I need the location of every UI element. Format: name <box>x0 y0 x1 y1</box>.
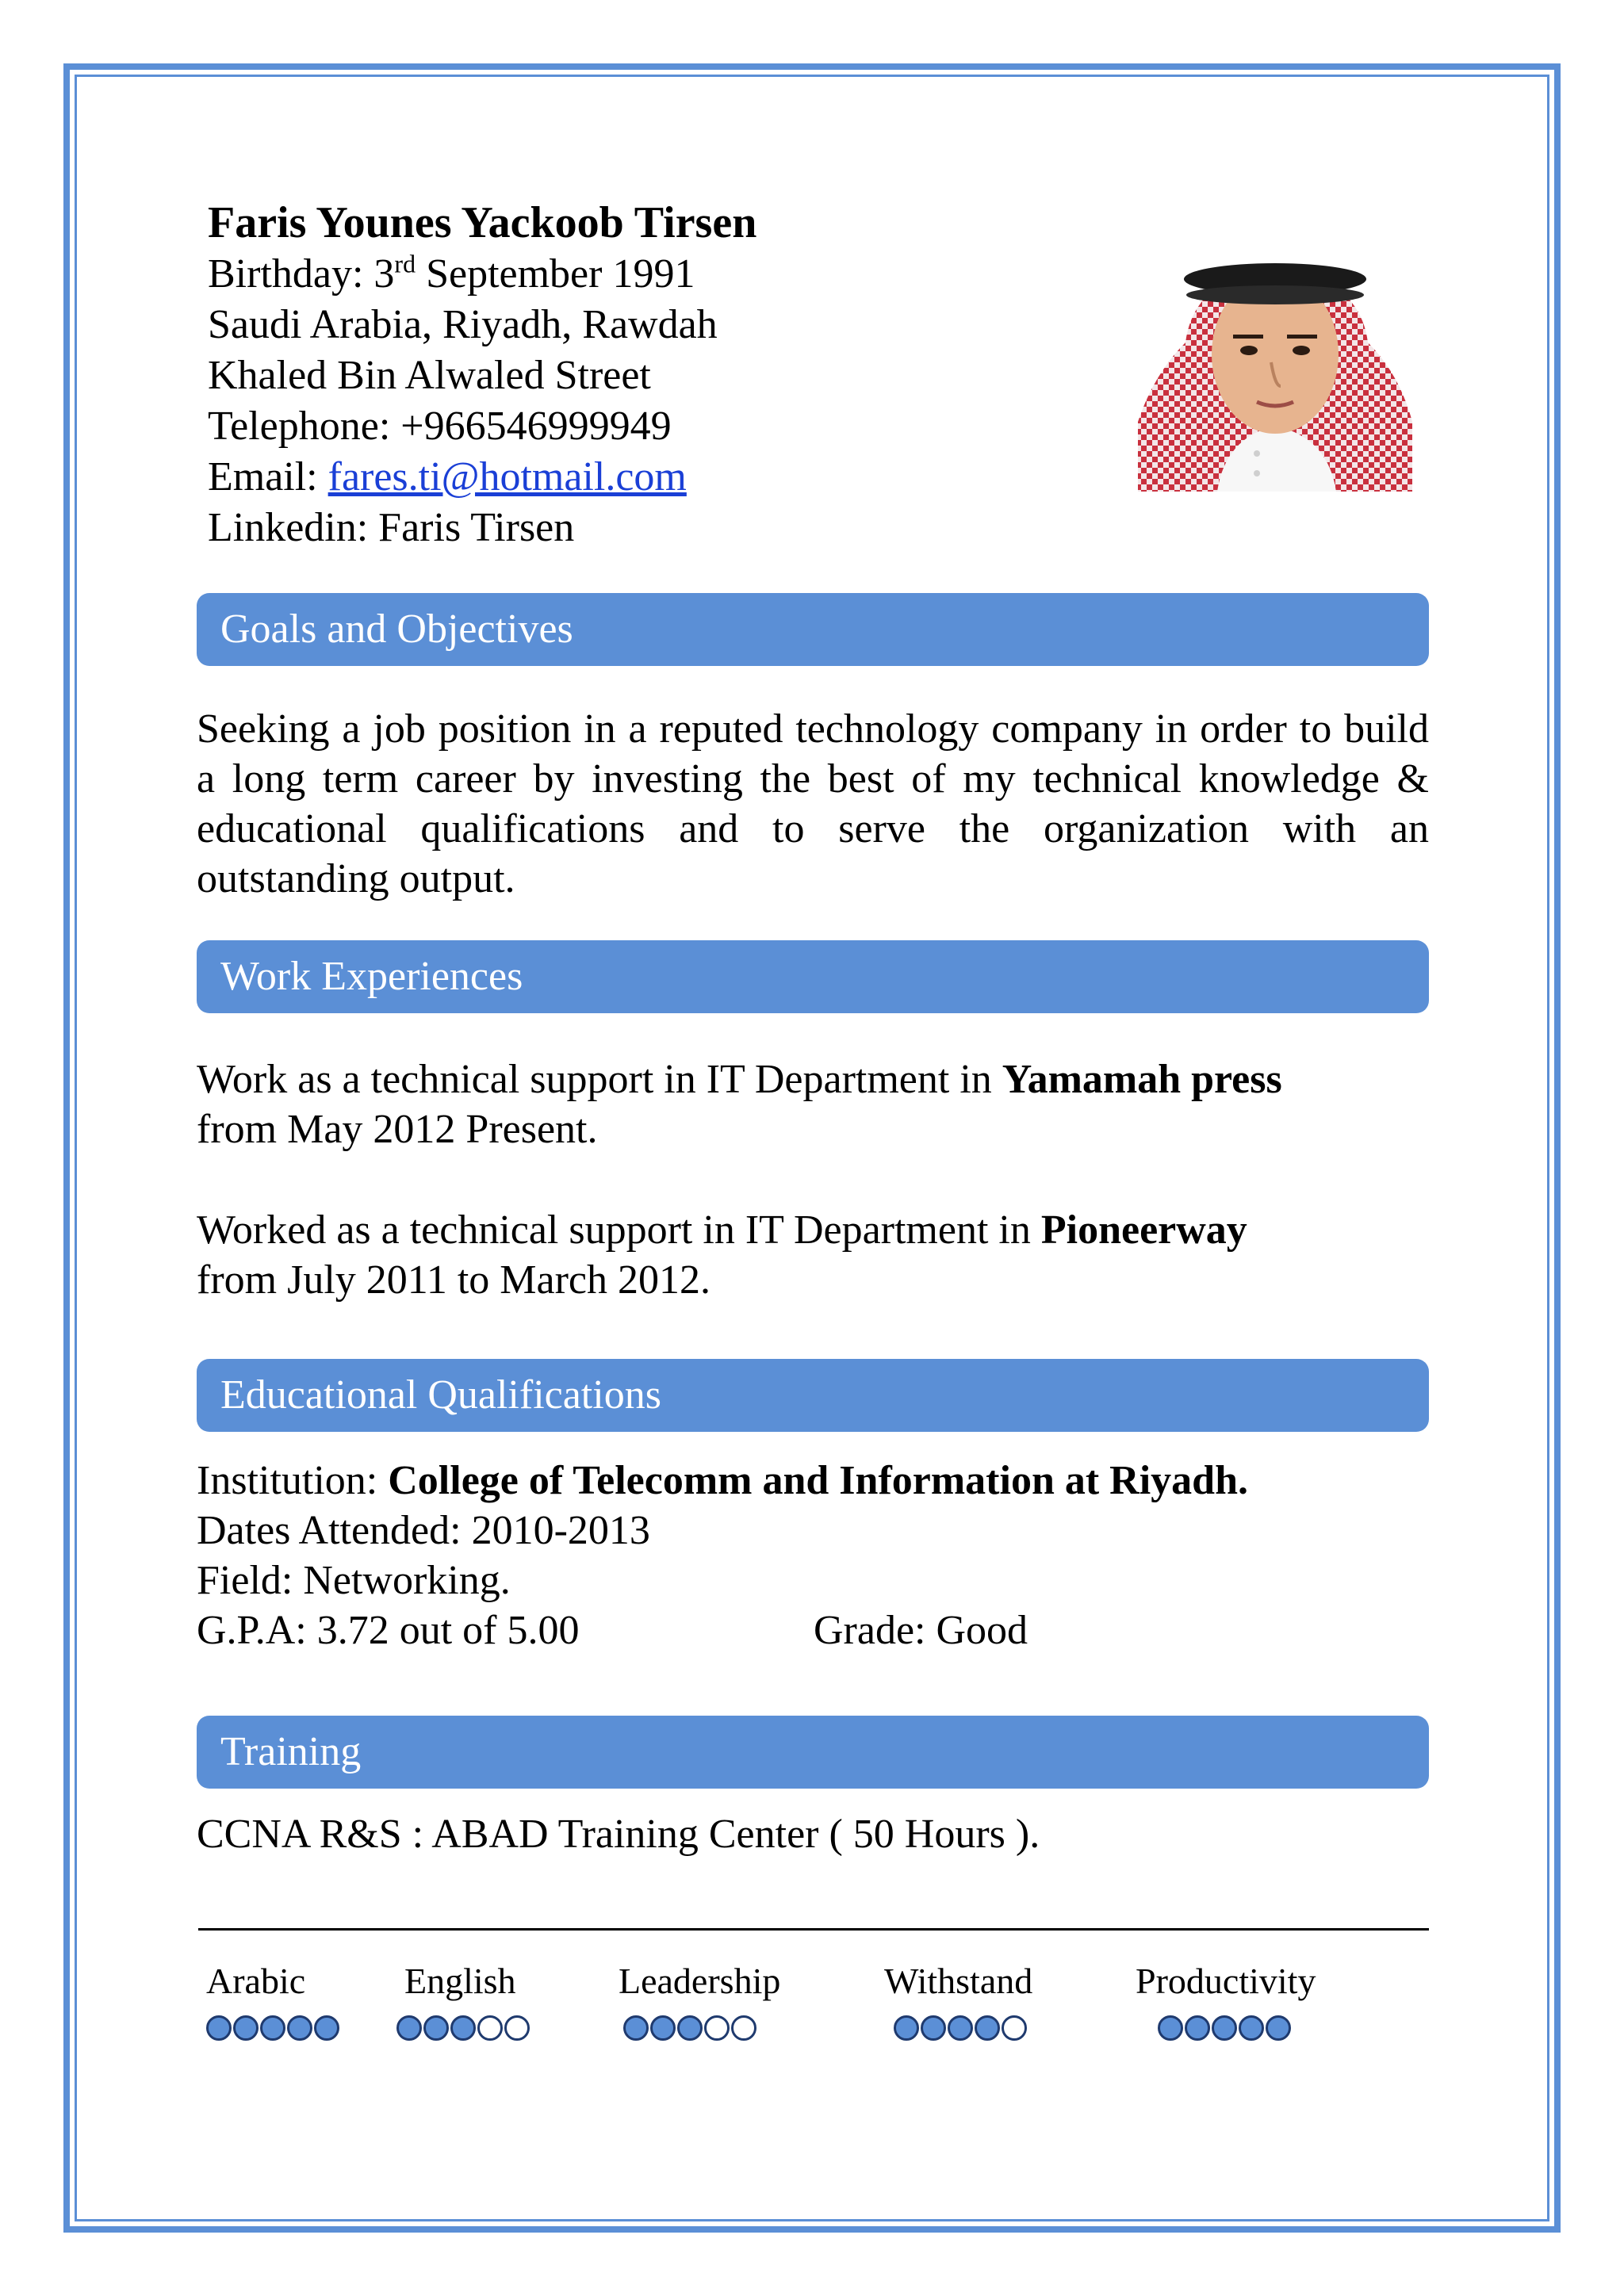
education-details <box>197 1456 1429 1655</box>
grade: Grade: Good <box>814 1608 1028 1653</box>
profile-photo <box>1130 224 1420 492</box>
section-header-training: Training <box>197 1716 1429 1789</box>
rating-dot-filled <box>921 2015 946 2041</box>
contact-header <box>208 197 756 553</box>
dates-attended: Dates Attended: 2010-2013 <box>197 1508 650 1553</box>
gpa: G.P.A: 3.72 out of 5.00 <box>197 1608 580 1653</box>
skill-leadership: Leadership <box>619 1958 780 2041</box>
training-text: CCNA R&S : ABAD Training Center ( 50 Hours ). <box>197 1812 1040 1857</box>
section-header-work: Work Experiences <box>197 940 1429 1013</box>
rating-dot-empty <box>504 2015 530 2041</box>
rating-dot-filled <box>1158 2015 1183 2041</box>
skill-rating <box>623 2015 780 2041</box>
goals-text: Seeking a job position in a reputed technology company in order to build a long term career by investing the best of my technical knowledge & educational qualifications and to serve the organization with an outstanding output. <box>197 706 1429 901</box>
rating-dot-filled <box>677 2015 703 2041</box>
skill-rating <box>206 2015 341 2041</box>
rating-dot-filled <box>1212 2015 1237 2041</box>
skill-rating <box>1158 2015 1316 2041</box>
email-link[interactable]: fares.ti@hotmail.com <box>327 454 687 499</box>
rating-dot-filled <box>260 2015 285 2041</box>
rating-dot-filled <box>948 2015 973 2041</box>
rating-dot-filled <box>1266 2015 1291 2041</box>
skill-rating <box>894 2015 1032 2041</box>
skill-english: English <box>404 1958 531 2041</box>
rating-dot-filled <box>396 2015 422 2041</box>
work-company: Pioneerway <box>1040 1207 1247 1253</box>
full-name: Faris Younes Yackoob Tirsen <box>208 198 757 247</box>
rating-dot-filled <box>287 2015 312 2041</box>
rating-dot-filled <box>1239 2015 1264 2041</box>
rating-dot-filled <box>314 2015 339 2041</box>
divider-line <box>198 1928 1429 1931</box>
rating-dot-empty <box>731 2015 756 2041</box>
rating-dot-filled <box>1185 2015 1210 2041</box>
section-header-education: Educational Qualifications <box>197 1359 1429 1432</box>
work-company: Yamamah press <box>1002 1057 1282 1102</box>
birthday: Birthday: 3rd September 1991 <box>208 249 695 297</box>
work-entry: Worked as a technical support in IT Department in Pioneerway from July 2011 to March 2012. <box>197 1207 1247 1303</box>
rating-dot-filled <box>450 2015 476 2041</box>
rating-dot-filled <box>233 2015 259 2041</box>
telephone: Telephone: +966546999949 <box>208 404 672 449</box>
linkedin: Linkedin: Faris Tirsen <box>208 505 575 550</box>
field: Field: Networking. <box>197 1558 511 1603</box>
rating-dot-filled <box>623 2015 649 2041</box>
skill-productivity: Productivity <box>1136 1958 1316 2041</box>
skill-arabic: Arabic <box>206 1958 341 2041</box>
address-line-1: Saudi Arabia, Riyadh, Rawdah <box>208 302 718 347</box>
skill-rating <box>396 2015 531 2041</box>
address-line-2: Khaled Bin Alwaled Street <box>208 353 651 398</box>
section-header-goals: Goals and Objectives <box>197 593 1429 666</box>
work-entry: Work as a technical support in IT Department in Yamamah press from May 2012 Present. <box>197 1057 1282 1152</box>
rating-dot-filled <box>894 2015 919 2041</box>
rating-dot-empty <box>477 2015 503 2041</box>
rating-dot-empty <box>704 2015 730 2041</box>
rating-dot-filled <box>206 2015 232 2041</box>
rating-dot-filled <box>975 2015 1000 2041</box>
institution: Institution: College of Telecomm and Information at Riyadh. <box>197 1458 1249 1503</box>
email: Email: fares.ti@hotmail.com <box>208 454 687 499</box>
rating-dot-filled <box>650 2015 676 2041</box>
rating-dot-empty <box>1002 2015 1027 2041</box>
skill-withstand: Withstand <box>884 1958 1032 2041</box>
rating-dot-filled <box>423 2015 449 2041</box>
